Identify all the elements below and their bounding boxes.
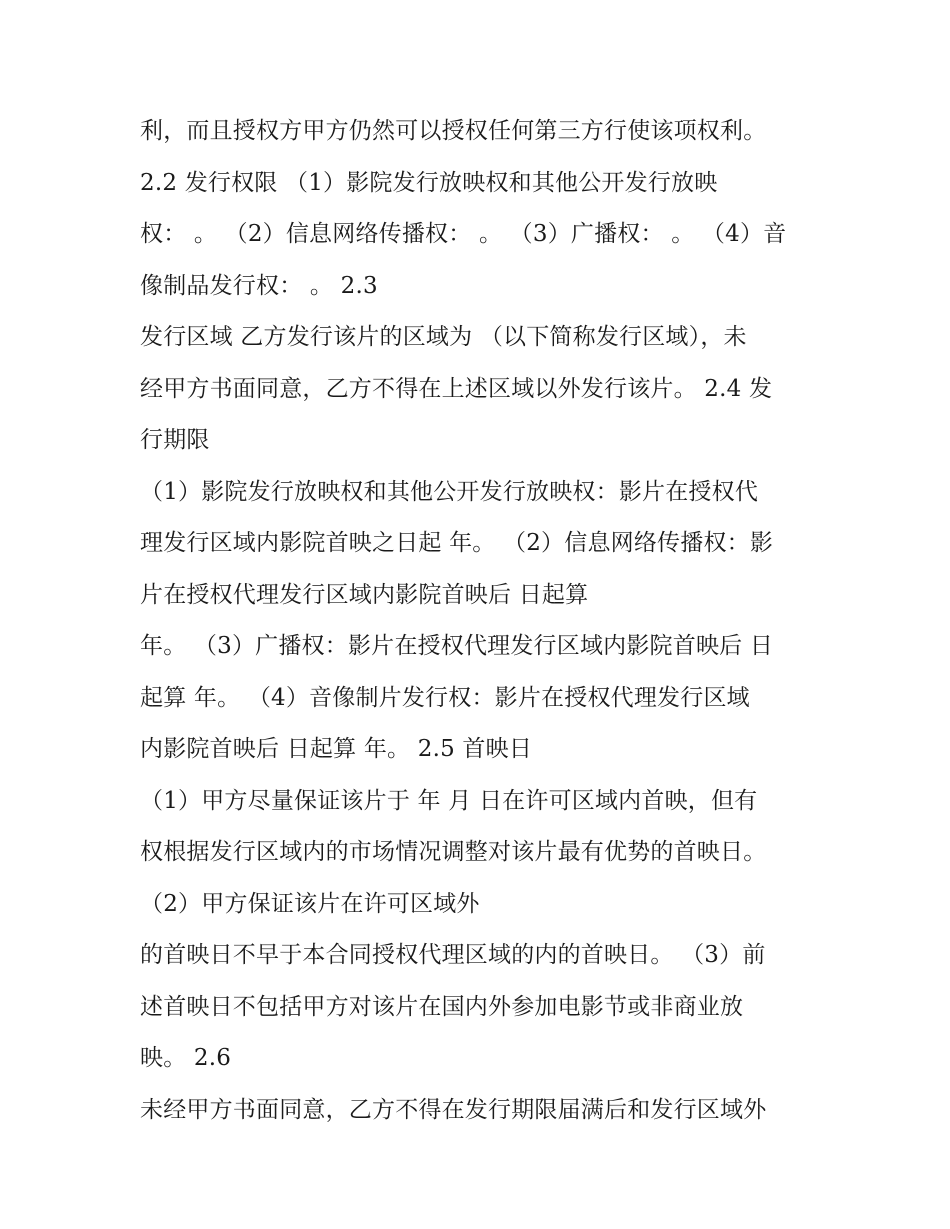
text-line: 像制品发行权： 。 2.3 (140, 272, 378, 299)
text-line: 发行区域 乙方发行该片的区域为 （以下简称发行区域），未 (140, 324, 747, 350)
text-line: 2.2 发行权限 （1）影院发行放映权和其他公开发行放映 (140, 169, 718, 196)
text-line: 理发行区域内影院首映之日起 年。 （2）信息网络传播权：影 (140, 530, 774, 556)
text-line: 经甲方书面同意，乙方不得在上述区域以外发行该片。 2.4 发 (140, 375, 773, 402)
text-line: 内影院首映后 日起算 年。 2.5 首映日 (140, 736, 533, 762)
text-line: 利，而且授权方甲方仍然可以授权任何第三方行使该项权利。 (140, 118, 767, 144)
text-line: 片在授权代理发行区域内影院首映后 日起算 (140, 581, 589, 608)
text-line: （1）影院发行放映权和其他公开发行放映权：影片在授权代 (140, 478, 759, 505)
text-line: 起算 年。 （4）音像制片发行权：影片在授权代理发行区域 (140, 684, 750, 711)
text-line: （2）甲方保证该片在许可区域外 (140, 890, 480, 917)
text-line: 权： 。 （2）信息网络传播权： 。 （3）广播权： 。 （4）音 (140, 221, 787, 247)
text-line: 述首映日不包括甲方对该片在国内外参加电影节或非商业放 (140, 993, 744, 1020)
text-line: 的首映日不早于本合同授权代理区域的内的首映日。 （3）前 (140, 942, 766, 968)
text-line: 映。 2.6 (140, 1045, 232, 1071)
text-line: 权根据发行区域内的市场情况调整对该片最有优势的首映日。 (140, 839, 767, 865)
text-line: 未经甲方书面同意，乙方不得在发行期限届满后和发行区域外 (140, 1096, 767, 1123)
body-text (140, 106, 820, 1136)
text-line: （1）甲方尽量保证该片于 年 月 日在许可区域内首映，但有 (140, 787, 758, 814)
text-line: 年。 （3）广播权：影片在授权代理发行区域内影院首映后 日 (140, 633, 774, 659)
text-line: 行期限 (140, 427, 210, 453)
